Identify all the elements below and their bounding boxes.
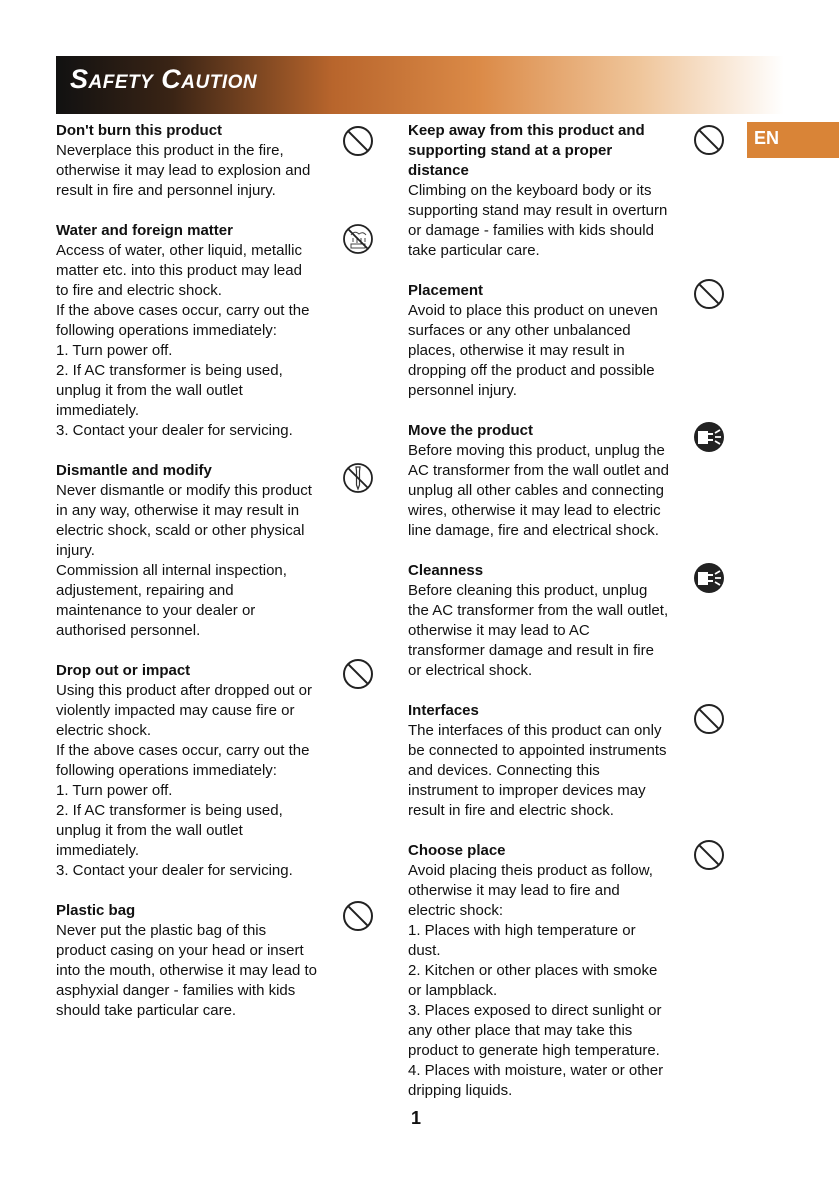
section-text-line: unplug all other cables and connecting <box>408 482 665 499</box>
section-text-line: 3. Contact your dealer for servicing. <box>56 422 293 439</box>
section-title: supporting stand at a proper <box>408 142 613 159</box>
section-text-line: be connected to appointed instruments <box>408 742 667 759</box>
section-title: Interfaces <box>408 702 479 719</box>
prohibited-icon <box>692 277 726 311</box>
section-text-line: instrument to improper devices may <box>408 782 646 799</box>
section-text-line: or electrical shock. <box>408 662 533 679</box>
prohibited-icon <box>341 124 375 158</box>
left-column <box>56 121 342 1041</box>
section-text-line: 3. Contact your dealer for servicing. <box>56 862 293 879</box>
right-column <box>408 121 694 1121</box>
section-text-line: 1. Turn power off. <box>56 342 173 359</box>
safety-section <box>56 901 342 1021</box>
section-text-line: product to generate high temperature. <box>408 1042 660 1059</box>
section-title: Move the product <box>408 422 534 439</box>
section-text-line: unplug it from the wall outlet <box>56 382 243 399</box>
section-text-line: electric shock. <box>56 722 152 739</box>
section-title: Plastic bag <box>56 902 136 919</box>
section-title: distance <box>408 162 469 179</box>
section-text-line: into the mouth, otherwise it may lead to <box>56 962 317 979</box>
safety-section <box>408 701 694 821</box>
section-title: Choose place <box>408 842 506 859</box>
section-text-line: Avoid placing theis product as follow, <box>408 862 653 879</box>
section-text-line: electric shock, scald or other physical <box>56 522 305 539</box>
section-text-line: should take particular care. <box>56 1002 237 1019</box>
language-tab-label: EN <box>754 128 780 148</box>
section-text-line: immediately. <box>56 402 140 419</box>
unplug-icon <box>692 420 726 454</box>
section-text-line: violently impacted may cause fire or <box>56 702 295 719</box>
section-text-line: 2. If AC transformer is being used, <box>56 362 283 379</box>
section-text-line: wires, otherwise it may lead to electric <box>408 502 661 519</box>
section-text-line: personnel injury. <box>408 382 517 399</box>
section-text-line: transformer damage and result in fire <box>408 642 654 659</box>
section-text-line: 3. Places exposed to direct sunlight or <box>408 1002 662 1019</box>
section-title: Drop out or impact <box>56 662 191 679</box>
unplug-icon <box>692 561 726 595</box>
page-number: 1 <box>411 1108 422 1128</box>
safety-section <box>56 661 342 881</box>
section-text-line: Before cleaning this product, unplug <box>408 582 648 599</box>
title-banner <box>56 56 784 114</box>
section-text-line: 1. Turn power off. <box>56 782 173 799</box>
prohibited-icon <box>341 657 375 691</box>
section-text-line: surfaces or any other unbalanced <box>408 322 631 339</box>
page-title: Safety Caution <box>70 64 258 94</box>
safety-section <box>408 841 694 1101</box>
section-text-line: Never put the plastic bag of this <box>56 922 267 939</box>
section-text-line: take particular care. <box>408 242 540 259</box>
section-text-line: following operations immediately: <box>56 762 277 779</box>
section-text-line: asphyxial danger - families with kids <box>56 982 296 999</box>
safety-section <box>56 221 342 441</box>
prohibited-icon <box>692 838 726 872</box>
section-title: Placement <box>408 282 484 299</box>
safety-section <box>408 421 694 541</box>
section-text-line: Avoid to place this product on uneven <box>408 302 658 319</box>
section-text-line: injury. <box>56 542 95 559</box>
section-text-line: 4. Places with moisture, water or other <box>408 1062 664 1079</box>
section-text-line: adjustement, repairing and <box>56 582 234 599</box>
section-text-line: result in fire and personnel injury. <box>56 182 276 199</box>
section-text-line: Access of water, other liquid, metallic <box>56 242 302 259</box>
safety-section <box>408 561 694 681</box>
section-text-line: 2. If AC transformer is being used, <box>56 802 283 819</box>
section-text-line: The interfaces of this product can only <box>408 722 662 739</box>
safety-section <box>408 281 694 401</box>
section-text-line: unplug it from the wall outlet <box>56 822 243 839</box>
section-text-line: any other place that may take this <box>408 1022 633 1039</box>
section-text-line: result in fire and electric shock. <box>408 802 614 819</box>
prohibited-icon <box>341 899 375 933</box>
section-text-line: Neverplace this product in the fire, <box>56 142 284 159</box>
section-text-line: or damage - families with kids should <box>408 222 654 239</box>
section-text-line: dripping liquids. <box>408 1082 513 1099</box>
section-text-line: Commission all internal inspection, <box>56 562 287 579</box>
section-text-line: product casing on your head or insert <box>56 942 304 959</box>
section-title: Cleanness <box>408 562 484 579</box>
section-text-line: matter etc. into this product may lead <box>56 262 302 279</box>
section-title: Don't burn this product <box>56 122 223 139</box>
no-water-icon <box>341 222 375 256</box>
section-text-line: AC transformer from the wall outlet and <box>408 462 669 479</box>
section-text-line: Climbing on the keyboard body or its <box>408 182 652 199</box>
section-text-line: otherwise it may lead to AC <box>408 622 590 639</box>
no-dismantle-icon <box>341 461 375 495</box>
section-text-line: If the above cases occur, carry out the <box>56 302 310 319</box>
safety-section <box>56 121 342 201</box>
section-text-line: or lampblack. <box>408 982 498 999</box>
section-text-line: 2. Kitchen or other places with smoke <box>408 962 658 979</box>
section-text-line: maintenance to your dealer or <box>56 602 256 619</box>
safety-section <box>56 461 342 641</box>
prohibited-icon <box>692 123 726 157</box>
section-text-line: supporting stand may result in overturn <box>408 202 668 219</box>
section-text-line: immediately. <box>56 842 140 859</box>
section-title: Dismantle and modify <box>56 462 212 479</box>
section-text-line: Never dismantle or modify this product <box>56 482 312 499</box>
section-text-line: 1. Places with high temperature or <box>408 922 636 939</box>
section-text-line: dropping off the product and possible <box>408 362 655 379</box>
section-text-line: dust. <box>408 942 441 959</box>
section-text-line: to fire and electric shock. <box>56 282 222 299</box>
section-text-line: line damage, fire and electrical shock. <box>408 522 659 539</box>
section-text-line: electric shock: <box>408 902 504 919</box>
section-text-line: If the above cases occur, carry out the <box>56 742 310 759</box>
section-text-line: otherwise it may lead to fire and <box>408 882 620 899</box>
section-text-line: and devices. Connecting this <box>408 762 600 779</box>
safety-section <box>408 121 694 261</box>
section-text-line: in any way, otherwise it may result in <box>56 502 300 519</box>
section-text-line: authorised personnel. <box>56 622 201 639</box>
section-text-line: otherwise it may lead to explosion and <box>56 162 311 179</box>
section-title: Water and foreign matter <box>56 222 233 239</box>
prohibited-icon <box>692 702 726 736</box>
section-text-line: Before moving this product, unplug the <box>408 442 665 459</box>
section-text-line: following operations immediately: <box>56 322 277 339</box>
section-text-line: places, otherwise it may result in <box>408 342 625 359</box>
section-text-line: the AC transformer from the wall outlet, <box>408 602 669 619</box>
language-tab <box>747 122 839 158</box>
section-title: Keep away from this product and <box>408 122 645 139</box>
section-text-line: Using this product after dropped out or <box>56 682 312 699</box>
